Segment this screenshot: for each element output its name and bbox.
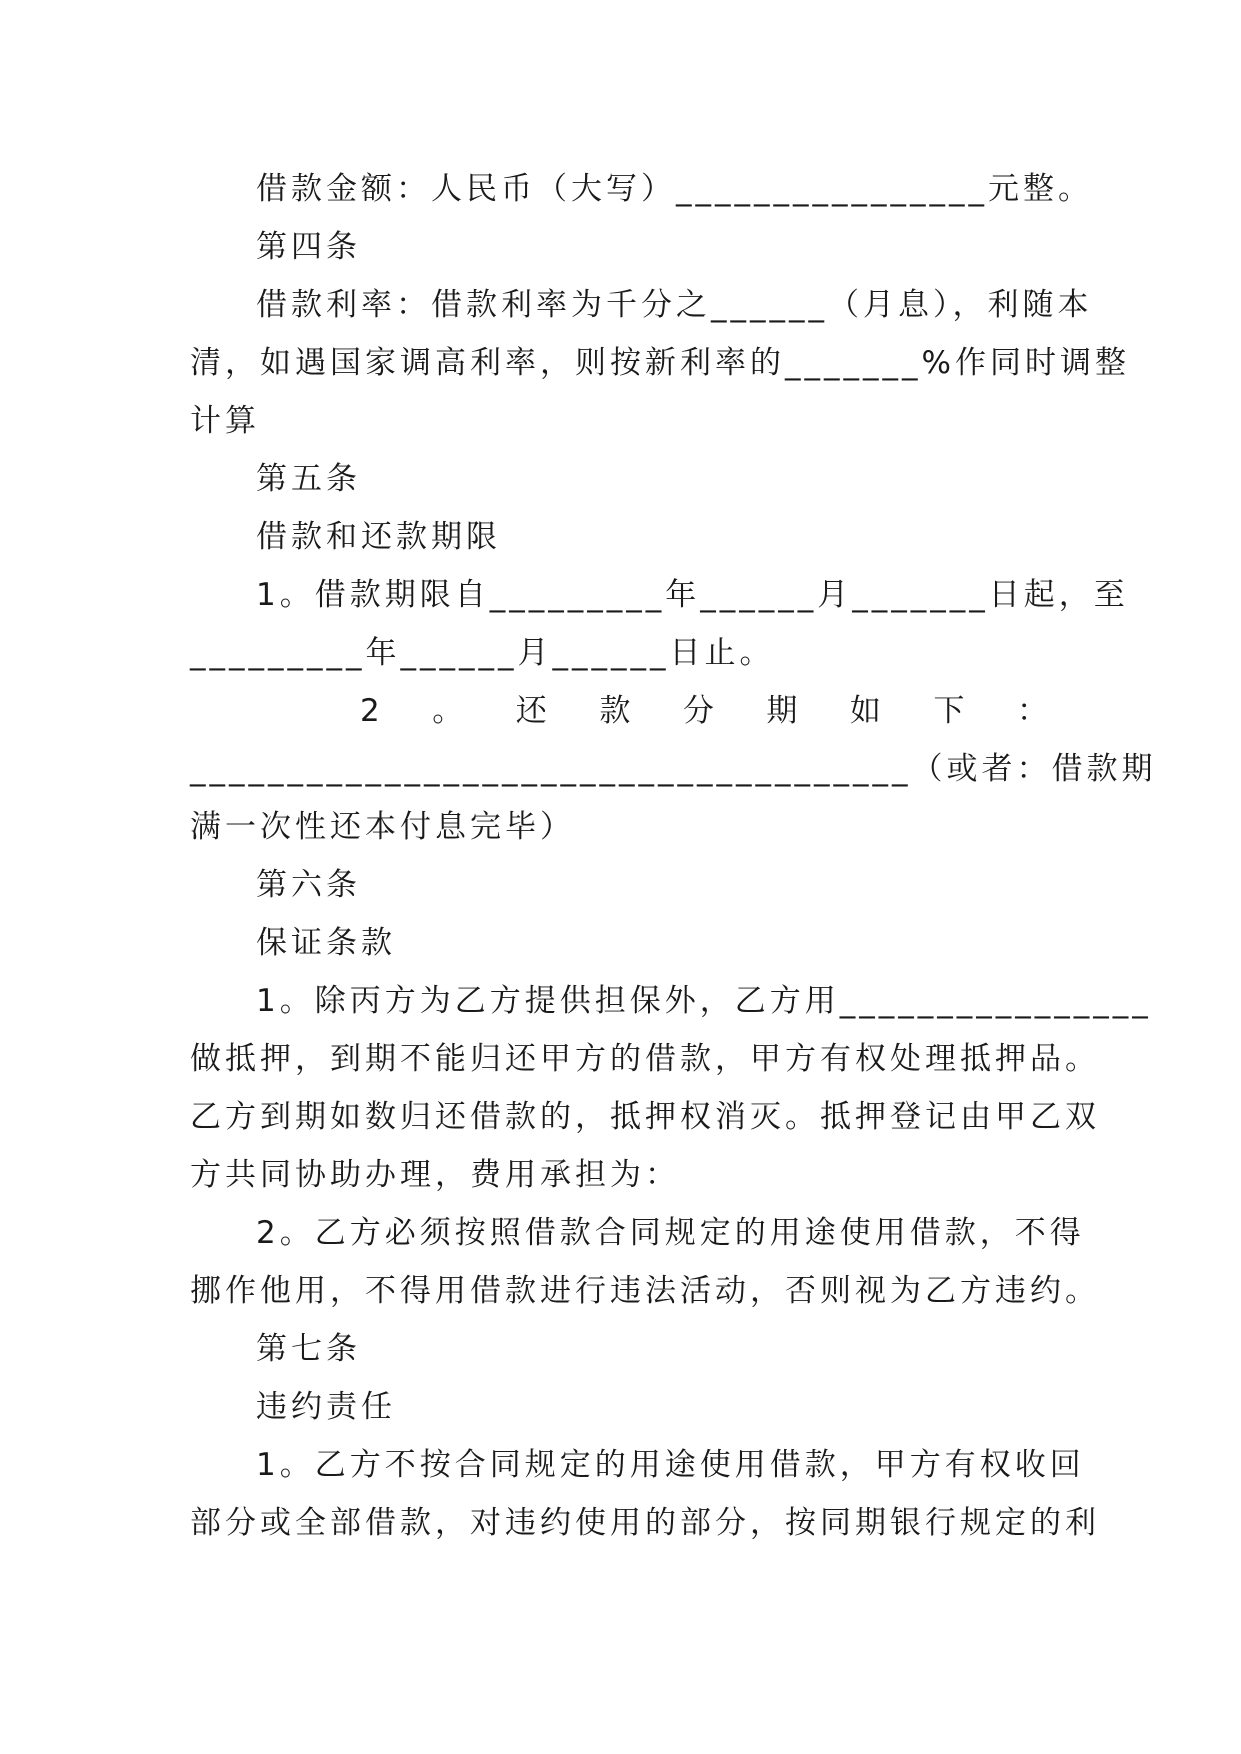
installment-line-2: _____________________________________（或者：借款期 [190, 751, 1157, 787]
loan-term-line-2: _________年______月______日止。 [190, 635, 775, 671]
installment-char: 如 [849, 693, 881, 729]
loan-term-line-1: 1。借款期限自_________年______月_______日起，至 [256, 577, 1129, 613]
installment-line-1 [190, 682, 1048, 740]
guarantee-line-1: 1。除丙方为乙方提供担保外，乙方用________________ [256, 983, 1152, 1019]
installment-char: ： [1016, 693, 1048, 729]
installment-char: 2 [360, 693, 380, 729]
installment-line-3: 满一次性还本付息完毕） [190, 809, 575, 845]
article-5-title: 借款和还款期限 [256, 519, 501, 555]
article-7-title: 违约责任 [256, 1389, 396, 1425]
loan-amount-line: 借款金额：人民币（大写）________________元整。 [256, 171, 1093, 207]
article-6-title: 保证条款 [256, 925, 396, 961]
document-body [190, 160, 1157, 1552]
article-4-heading: 第四条 [256, 229, 361, 265]
breach-line-2: 部分或全部借款，对违约使用的部分，按同期银行规定的利 [190, 1505, 1100, 1541]
guarantee-line-2: 做抵押，到期不能归还甲方的借款，甲方有权处理抵押品。 [190, 1041, 1100, 1077]
installment-char: 分 [682, 693, 714, 729]
article-7-heading: 第七条 [256, 1331, 361, 1367]
interest-rate-line-2: 清，如遇国家调高利率，则按新利率的_______%作同时调整 [190, 345, 1130, 381]
article-5-heading: 第五条 [256, 461, 361, 497]
usage-line-2: 挪作他用，不得用借款进行违法活动，否则视为乙方违约。 [190, 1273, 1100, 1309]
article-6-heading: 第六条 [256, 867, 361, 903]
breach-line-1: 1。乙方不按合同规定的用途使用借款，甲方有权收回 [256, 1447, 1085, 1483]
guarantee-line-3: 乙方到期如数归还借款的，抵押权消灭。抵押登记由甲乙双 [190, 1099, 1100, 1135]
usage-line-1: 2。乙方必须按照借款合同规定的用途使用借款，不得 [256, 1215, 1085, 1251]
interest-rate-line-1: 借款利率：借款利率为千分之______（月息），利随本 [256, 287, 1093, 323]
installment-char: 期 [766, 693, 798, 729]
interest-rate-line-3: 计算 [190, 403, 260, 439]
guarantee-line-4: 方共同协助办理，费用承担为： [190, 1157, 680, 1193]
installment-char: 。 [432, 693, 464, 729]
installment-char: 下 [933, 693, 965, 729]
installment-char: 款 [599, 693, 631, 729]
installment-char: 还 [515, 693, 547, 729]
